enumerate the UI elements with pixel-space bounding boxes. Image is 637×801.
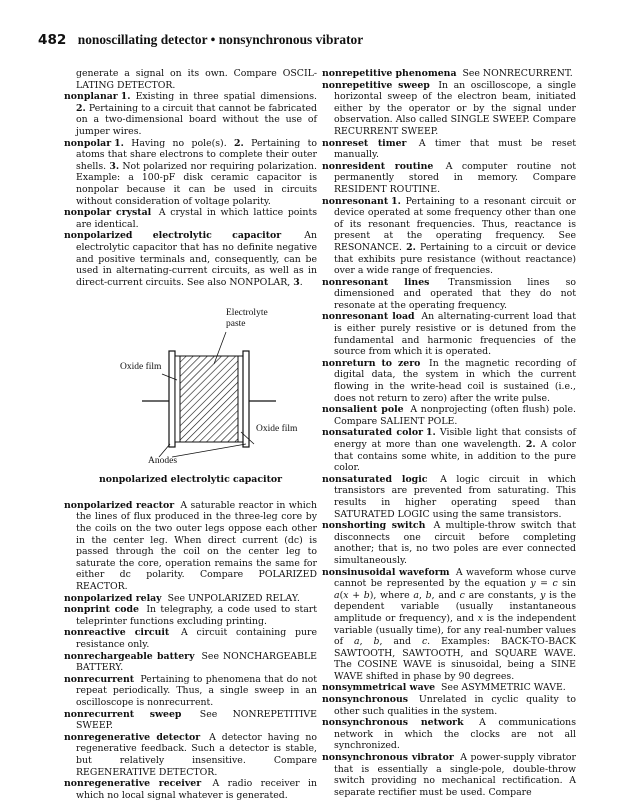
sense-number: 1. (426, 427, 436, 439)
entry-headword: nonresident routine (322, 160, 434, 172)
dictionary-entry (64, 732, 317, 778)
entry-headword: nonregenerative receiver (64, 778, 202, 790)
sense-number: 2. (406, 241, 416, 253)
entry-text: Unrelated in cyclic quality to other such qualities in the system. (334, 694, 576, 717)
entry-text: = (535, 578, 553, 590)
entry-text: An alternating-current load that is either purely resistive or is detuned from the fundamental and harmonic frequencies of the source from which it is operated. (334, 311, 576, 358)
dictionary-entry (322, 196, 576, 277)
entry-text: Visible light that consists of energy at more than one wavelength. (334, 427, 576, 450)
entry-text: See UNPOLARIZED RELAY. (164, 592, 300, 604)
entry-list (64, 68, 317, 288)
entry-headword: nonpolarized electrolytic capacitor (64, 230, 282, 242)
dictionary-entry (64, 627, 317, 650)
entry-headword: nonrepetitive phenomena (322, 68, 457, 79)
dictionary-entry (64, 230, 317, 288)
entry-headword: nonrechargeable battery (64, 650, 195, 662)
entry-text: A communications network in which the clocks are not all synchronized. (334, 717, 576, 752)
dictionary-entry (322, 567, 576, 683)
sense-number: 2. (76, 102, 86, 114)
entry-text: A waveform whose curve cannot be represented by the equation (334, 566, 576, 590)
dictionary-entry (64, 604, 317, 627)
entry-text: Transmission lines so dimensioned and operated that they do not resonate at the operating frequency. (334, 276, 576, 311)
dictionary-entry (64, 500, 317, 593)
entry-text: ), where (369, 589, 414, 601)
entry-text: b (363, 589, 370, 601)
header-title: nonoscillating detector • nonsynchronous vibrator (77, 32, 364, 47)
dictionary-entry (64, 68, 317, 91)
sense-number: 3. (109, 160, 120, 172)
entry-text: In telegraphy, a code used to start teleprinter functions excluding printing. (76, 604, 318, 627)
entry-headword: nonprint code (64, 604, 139, 616)
entry-text: Pertaining to atoms that share electrons to complete their outer shells. (76, 137, 317, 172)
entry-text: b (373, 636, 380, 648)
dictionary-entry (64, 778, 317, 801)
entry-text: A power-supply vibrator that is essentially a single-pole, double-throw switch providing no mechanical rectification. A separate rectifier must be used. Compare (334, 752, 577, 798)
entry-text: A computer routine not permanently stored in memory. Compare RESIDENT ROUTINE. (334, 160, 577, 195)
entry-text: Pertaining to a circuit that cannot be fabricated on a two-dimensional board without the use of jumper wires. (76, 102, 317, 137)
left-anode-plate (169, 351, 175, 447)
entry-headword: nonreturn to zero (322, 357, 421, 369)
entry-text: Pertaining to a circuit or device that exhibits pure resistance (without reactance) over a wide range of frequencies. (334, 241, 576, 277)
entry-text: A circuit containing pure resistance only. (76, 627, 317, 650)
entry-text: Existing in three spatial dimensions. (130, 91, 317, 103)
entry-text: , and (379, 636, 422, 648)
entry-headword: nonsalient pole (322, 404, 404, 416)
entry-headword: nonregenerative detector (64, 731, 201, 743)
entry-text: See NONREPETITIVE SWEEP. (76, 708, 317, 732)
entry-text: Pertaining to a resonant circuit or device operated at some frequency other than one of its resonant frequencies. Thus, reactance is present at the operating frequency. See RESONANCE. (334, 195, 576, 253)
dictionary-entry (322, 161, 576, 196)
entry-text: x (343, 589, 349, 601)
entry-text: a (413, 589, 419, 601)
right-anode-plate (243, 351, 249, 447)
entry-text: b (425, 589, 432, 601)
entry-text: ( (339, 589, 344, 601)
dictionary-entry (322, 752, 576, 798)
entry-text: See ASYMMETRIC WAVE. (438, 682, 566, 694)
entry-headword: nonpolar crystal (64, 207, 152, 219)
entry-text: a (354, 636, 360, 648)
entry-text: is the independent variable (usually time), for any real-number values of (334, 612, 576, 648)
dictionary-entry (322, 358, 576, 404)
entry-headword: nonresonant load (322, 311, 415, 323)
entry-text: A nonprojecting (often flush) pole. Compare SALIENT POLE. (334, 404, 576, 427)
dictionary-entry (322, 80, 576, 138)
left-oxide-film (175, 356, 180, 442)
entry-text: , and (431, 589, 460, 601)
capacitor-figure (64, 294, 317, 472)
entry-headword: nonsinusoidal waveform (322, 566, 450, 578)
dictionary-entry (322, 427, 576, 473)
entry-headword: nonreset timer (322, 137, 407, 149)
entry-headword: nonsaturated color (322, 427, 424, 439)
entry-text: In an oscilloscope, a single horizontal sweep of the electron beam, initiated either by the operator or by the signal under observation. Also called SINGLE SWEEP. Compare RECURRENT SWEEP. (334, 79, 576, 137)
entry-text: A saturable reactor in which the lines of flux produced in the three-leg core by the coils on the two outer legs oppose each other in the center leg. When direct current (dc) is passed through the coil on the center leg to saturate the core, operation remains the same for either dc polarity. Compare POLARIZED REACTOR. (76, 499, 317, 593)
dictionary-entry (322, 404, 576, 427)
entry-text: A multiple-throw switch that disconnects one circuit before completing another; that is, no two poles are ever connected simultaneously. (334, 520, 576, 566)
dictionary-entry (64, 138, 317, 208)
entry-headword: nonsynchronous (322, 694, 409, 706)
entry-text: A detector having no regenerative feedback. Such a detector is stable, but relatively insensitive. Compare REGENERATIVE DETECTOR. (76, 731, 317, 778)
sense-number: 2. (525, 439, 536, 450)
dictionary-entry (64, 674, 317, 709)
entry-text: Pertaining to phenomena that do not repeat periodically. Thus, a single sweep in an oscilloscope is nonrecurrent. (76, 673, 317, 708)
sense-number: 2. (234, 137, 244, 149)
dictionary-entry (64, 207, 317, 230)
entry-headword: nonplanar (64, 91, 118, 103)
sense-number: 1. (120, 91, 131, 103)
entry-text: Not polarized nor requiring polarization. Example: a 100-pF disk ceramic capacitor is nonpolar because it can be used in circuits without consideration of voltage polarity. (76, 160, 317, 207)
entry-text: A logic circuit in which transistors are prevented from saturating. This results in higher operating speed than SATURATED LOGIC using the same transistors. (334, 473, 577, 520)
entry-text: y (540, 589, 546, 601)
entry-text: A timer that must be reset manually. (334, 137, 576, 161)
entry-headword: nonrecurrent sweep (64, 708, 182, 720)
entry-text: A radio receiver in which no local signal whatever is generated. (76, 778, 317, 801)
entry-headword: nonrepetitive sweep (322, 79, 430, 91)
entry-text: . (299, 276, 303, 288)
sense-number: 1. (114, 137, 124, 149)
dictionary-entry (322, 68, 576, 80)
dictionary-entry (322, 474, 576, 520)
entry-text: is the dependent variable (usually instantaneous amplitude or frequency), and (334, 589, 576, 624)
entry-text: A crystal in which lattice points are identical. (76, 207, 317, 230)
dictionary-entry (322, 138, 576, 161)
entry-text: a (334, 589, 340, 601)
dictionary-entry (64, 91, 317, 137)
entry-headword: nonresonant lines (322, 276, 430, 288)
entry-text: generate a signal on its own. Compare OSCIL-LATING DETECTOR. (76, 68, 317, 91)
entry-headword: nonsaturated logic (322, 473, 428, 485)
entry-text: c (459, 589, 465, 601)
dictionary-entry (322, 311, 576, 357)
entry-text: c (421, 636, 428, 648)
right-column (322, 68, 576, 798)
entry-text: sin (557, 578, 576, 590)
entry-text: A color that contains some white, in addition to the pure color. (334, 439, 576, 474)
entry-list (64, 500, 317, 801)
entry-headword: nonsynchronous network (322, 717, 464, 729)
right-oxide-film (238, 356, 243, 442)
label-electrolyte-paste: Electrolyte paste (226, 308, 268, 329)
electrolyte-paste (180, 356, 238, 442)
entry-headword: nonpolarized relay (64, 592, 162, 604)
sense-number: 1. (391, 195, 401, 207)
entry-list (322, 68, 576, 798)
entry-text: , (359, 636, 374, 648)
figure-caption: nonpolarized electrolytic capacitor (98, 474, 283, 486)
dictionary-entry (64, 709, 317, 732)
entry-text: are constants, (464, 589, 541, 601)
dictionary-entry (322, 694, 576, 717)
running-header (38, 32, 598, 48)
entry-text: An electrolytic capacitor that has no definite negative and positive terminals and, consequently, can be used in alternating-current circuits, as well as in direct-current circuits. See also NONPOLAR, (76, 230, 317, 288)
entry-text: , (418, 589, 426, 601)
label-oxide-film-left: Oxide film (120, 362, 162, 373)
entry-headword: nonsymmetrical wave (322, 682, 436, 694)
entry-text: . Examples: BACK-TO-BACK SAWTOOTH, SAWTOOTH, and SQUARE WAVE. The COSINE WAVE is sinusoidal, being a SINE WAVE shifted in phase by 90 degrees. (334, 636, 577, 682)
entry-text: See NONCHARGEABLE BATTERY. (76, 650, 317, 674)
dictionary-entry (64, 651, 317, 674)
entry-text: See NONRECURRENT. (459, 68, 573, 79)
label-anodes: Anodes (148, 456, 178, 467)
entry-headword: nonreactive circuit (64, 627, 170, 639)
entry-text: c (552, 578, 558, 590)
label-oxide-film-right: Oxide film (256, 424, 298, 435)
left-column (64, 68, 317, 801)
entry-text: Having no pole(s). (123, 137, 234, 149)
dictionary-entry (322, 277, 576, 312)
entry-text: x (477, 612, 483, 624)
entry-text: In the magnetic recording of digital data, the system in which the current flowing in the write-head coil is sustained (i.e., does not return to zero) after the write pulse. (334, 357, 576, 404)
entry-headword: nonpolarized reactor (64, 499, 175, 511)
entry-text: y (530, 578, 536, 590)
dictionary-entry (322, 520, 576, 566)
page-number: 482 (38, 32, 67, 48)
dictionary-entry (322, 717, 576, 752)
entry-headword: nonresonant (322, 195, 389, 207)
entry-headword: nonshorting switch (322, 520, 426, 532)
dictionary-entry (64, 593, 317, 605)
entry-headword: nonpolar (64, 137, 112, 149)
sense-number: 3 (293, 276, 300, 288)
entry-headword: nonrecurrent (64, 673, 135, 685)
dictionary-entry (322, 682, 576, 694)
entry-text: + (348, 589, 364, 601)
entry-headword: nonsynchronous vibrator (322, 752, 454, 764)
